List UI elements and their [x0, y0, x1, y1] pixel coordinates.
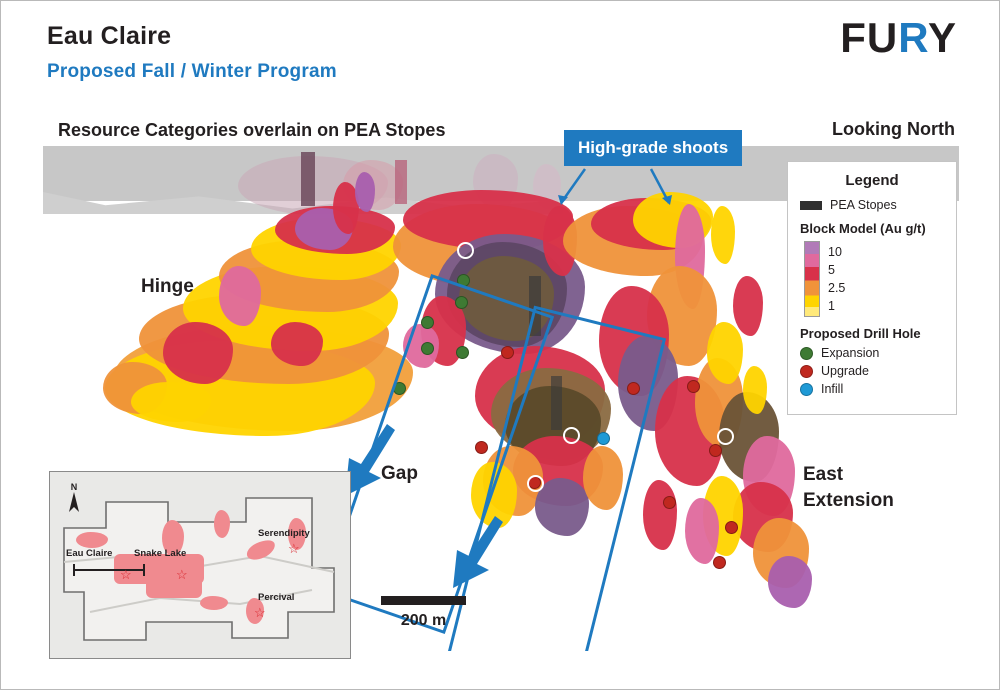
- grade-ramp-bar: [804, 241, 820, 317]
- drill-hole-upgrade[interactable]: [663, 496, 676, 509]
- shoot-arrow-east: [443, 516, 513, 596]
- infill-dot-icon: [800, 383, 813, 396]
- page-title: Eau Claire: [47, 22, 172, 50]
- map-label-east-extension-1: East: [803, 464, 844, 485]
- inset-star-eau-claire: ☆: [120, 567, 132, 582]
- ore-body: [743, 366, 767, 414]
- map-label-gap: Gap: [381, 463, 418, 484]
- legend-row-infill: [800, 382, 944, 396]
- map-label-east-extension-2: Extension: [803, 490, 894, 511]
- grade-ramp: [804, 241, 944, 317]
- high-grade-shoots-callout: High-grade shoots: [564, 130, 742, 166]
- ore-body: [768, 556, 812, 608]
- legend-heading-drill-hole: Proposed Drill Hole: [800, 326, 921, 341]
- scale-bar-line: [381, 596, 466, 605]
- orientation-label: Looking North: [832, 119, 955, 139]
- north-arrow-icon: [68, 482, 80, 516]
- map-label-hinge: Hinge: [141, 276, 194, 297]
- legend-panel: [787, 161, 957, 415]
- pea-stope: [395, 160, 407, 204]
- inset-star-serendipity: ☆: [288, 541, 300, 556]
- north-label: N: [70, 482, 78, 492]
- ore-body: [355, 172, 375, 212]
- scale-bar-label: 200 m: [400, 612, 447, 629]
- fury-logo: [840, 14, 957, 61]
- legend-label-upgrade: Upgrade: [821, 364, 869, 378]
- logo-text-main: FU: [840, 14, 899, 61]
- inset-location-map: [49, 471, 351, 659]
- inset-label-eau-claire: Eau Claire: [66, 548, 113, 559]
- expansion-dot-icon: [800, 347, 813, 360]
- ore-body: [711, 206, 735, 264]
- callout-leader-lines: [541, 161, 711, 221]
- page-subtitle: Proposed Fall / Winter Program: [47, 60, 337, 82]
- inset-label-percival: Percival: [258, 592, 295, 603]
- legend-heading-block-model: Block Model (Au g/t): [800, 221, 926, 236]
- inset-label-snake-lake: Snake Lake: [134, 548, 187, 559]
- section-label: Resource Categories overlain on PEA Stopes: [58, 120, 446, 140]
- drill-hole-marker-ring: [457, 242, 474, 259]
- ore-body: [219, 266, 261, 326]
- inset-star-snake-lake: ☆: [176, 567, 188, 582]
- legend-label-expansion: Expansion: [821, 346, 880, 360]
- ore-body: [643, 480, 677, 550]
- ore-body: [707, 322, 743, 384]
- drill-hole-upgrade[interactable]: [709, 444, 722, 457]
- grade-ramp-labels: [828, 241, 874, 315]
- pea-stope-swatch: [800, 201, 822, 210]
- legend-row-expansion: [800, 346, 944, 360]
- scale-bar: [381, 596, 466, 630]
- logo-text-tail: Y: [927, 14, 957, 61]
- grade-tick-2-5: 2.5: [828, 281, 846, 295]
- drill-hole-marker-ring: [717, 428, 734, 445]
- legend-label-infill: Infill: [821, 382, 844, 396]
- title-block: [47, 23, 337, 83]
- north-arrow-glyph: [68, 492, 80, 514]
- pea-stope: [301, 152, 315, 206]
- grade-tick-10: 10: [828, 245, 842, 259]
- legend-row-pea-stopes: [800, 198, 944, 212]
- ore-body: [685, 498, 719, 564]
- grade-tick-1: 1: [828, 299, 835, 313]
- logo-text-accent: R: [898, 14, 928, 61]
- upgrade-dot-icon: [800, 365, 813, 378]
- inset-star-percival: ☆: [254, 605, 266, 620]
- drill-hole-upgrade[interactable]: [687, 380, 700, 393]
- legend-row-upgrade: [800, 364, 944, 378]
- drill-hole-upgrade[interactable]: [713, 556, 726, 569]
- legend-title: Legend: [845, 172, 899, 189]
- legend-label-pea-stopes: PEA Stopes: [830, 198, 897, 212]
- ore-body: [733, 276, 763, 336]
- grade-tick-5: 5: [828, 263, 835, 277]
- inset-label-serendipity: Serendipity: [258, 528, 310, 539]
- drill-hole-upgrade[interactable]: [725, 521, 738, 534]
